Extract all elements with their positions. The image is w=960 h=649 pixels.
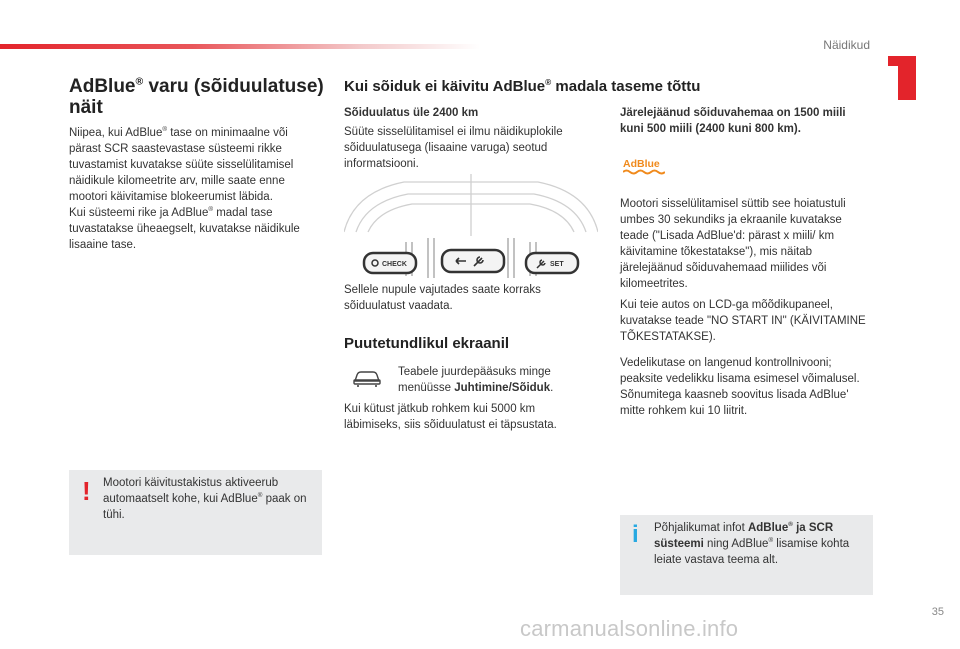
page-title: AdBlue® varu (sõiduulatuse) näit — [69, 76, 324, 118]
startup-text: Mootori sisselülitamisel süttib see hoiatustuli umbes 30 sekundiks ja ekraanile kuvatakse teade ("Lisada AdBlue'd: pärast x miili/ km käivitamine tõkestatakse"), mis näitab järelejäänud sõiduvahemaad miilides või kilomeetrites. — [620, 198, 846, 290]
watermark: carmanualsonline.info — [520, 616, 739, 641]
return-tools-button[interactable] — [442, 250, 504, 272]
range-text: Süüte sisselülitamisel ei ilmu näidikuplokile sõiduulatusega (lisaaine varuga) seotud informatsiooni. — [344, 126, 563, 170]
chapter-number-mark — [898, 56, 916, 100]
warning-box — [69, 470, 322, 555]
check-button[interactable] — [364, 253, 416, 273]
section-title: Näidikud — [823, 38, 870, 52]
page-number: 35 — [931, 606, 944, 618]
info-icon: i — [632, 521, 639, 548]
info-box — [620, 515, 873, 595]
adblue-wave-icon — [623, 169, 665, 177]
range-title: Sõiduulatus üle 2400 km — [344, 107, 479, 119]
instrument-panel-illustration — [344, 172, 598, 278]
continue-text: Kui kütust jätkub rohkem kui 5000 km läbimiseks, siis sõiduulatust ei täpsustata. — [344, 403, 557, 431]
set-button[interactable] — [526, 253, 578, 273]
check-button-label: CHECK — [382, 261, 407, 268]
set-button-label: SET — [550, 261, 564, 268]
fluid-text: Vedelikutase on langenud kontrollnivooni; peaksite vedelikku lisama esimesel võimalusel. Sõnumitega kaasneb soovitus lisada AdBlue' mitte rohkem kui 10 liitrit. — [620, 357, 860, 417]
adblue-warning-icon — [623, 158, 665, 178]
adblue-icon-label: AdBlue — [623, 158, 660, 170]
lcd-text: Kui teie autos on LCD-ga mõõdikupaneel, kuvatakse teade "NO START IN" (KÄIVITAMINE TÕKESTATAKSE). — [620, 299, 866, 343]
car-icon — [352, 369, 382, 387]
touch-text: Teabele juurdepääsuks minge menüüsse Juhtimine/Sõiduk. — [398, 366, 554, 394]
intro-paragraph: Niipea, kui AdBlue® tase on minimaalne või pärast SCR saastevastase süsteemi rikke tuvastamist kuvatakse süüte sisselülitamisel näidikule kilomeetrite arv, mille saate enne mootori käivitamise blokeerumist läbida. Kui süsteemi rike ja AdBlue® madal tase tuvastatakse üheaegselt, kuvatakse näidikule lisaaine tase. — [69, 126, 300, 251]
header-red-bar — [0, 44, 480, 49]
warning-text: Mootori käivitustakistus aktiveerub automaatselt kohe, kui AdBlue® paak on tühi. — [103, 477, 307, 521]
remaining-title: Järelejäänud sõiduvahemaa on 1500 miili kuni 500 miili (2400 kuni 800 km). — [620, 107, 846, 135]
warning-icon: ! — [82, 476, 91, 506]
chapter-number-notch — [888, 56, 898, 66]
info-text: Põhjalikumat infot AdBlue® ja SCR süsteemi ning AdBlue® lisamise kohta leiate vastava teema alt. — [654, 521, 850, 566]
section-heading-touchscreen: Puutetundlikul ekraanil — [344, 335, 510, 352]
section-heading-no-start: Kui sõiduk ei käivitu AdBlue® madala taseme tõttu — [344, 78, 701, 95]
button-text: Sellele nupule vajutades saate korraks sõiduulatust vaadata. — [344, 284, 541, 312]
